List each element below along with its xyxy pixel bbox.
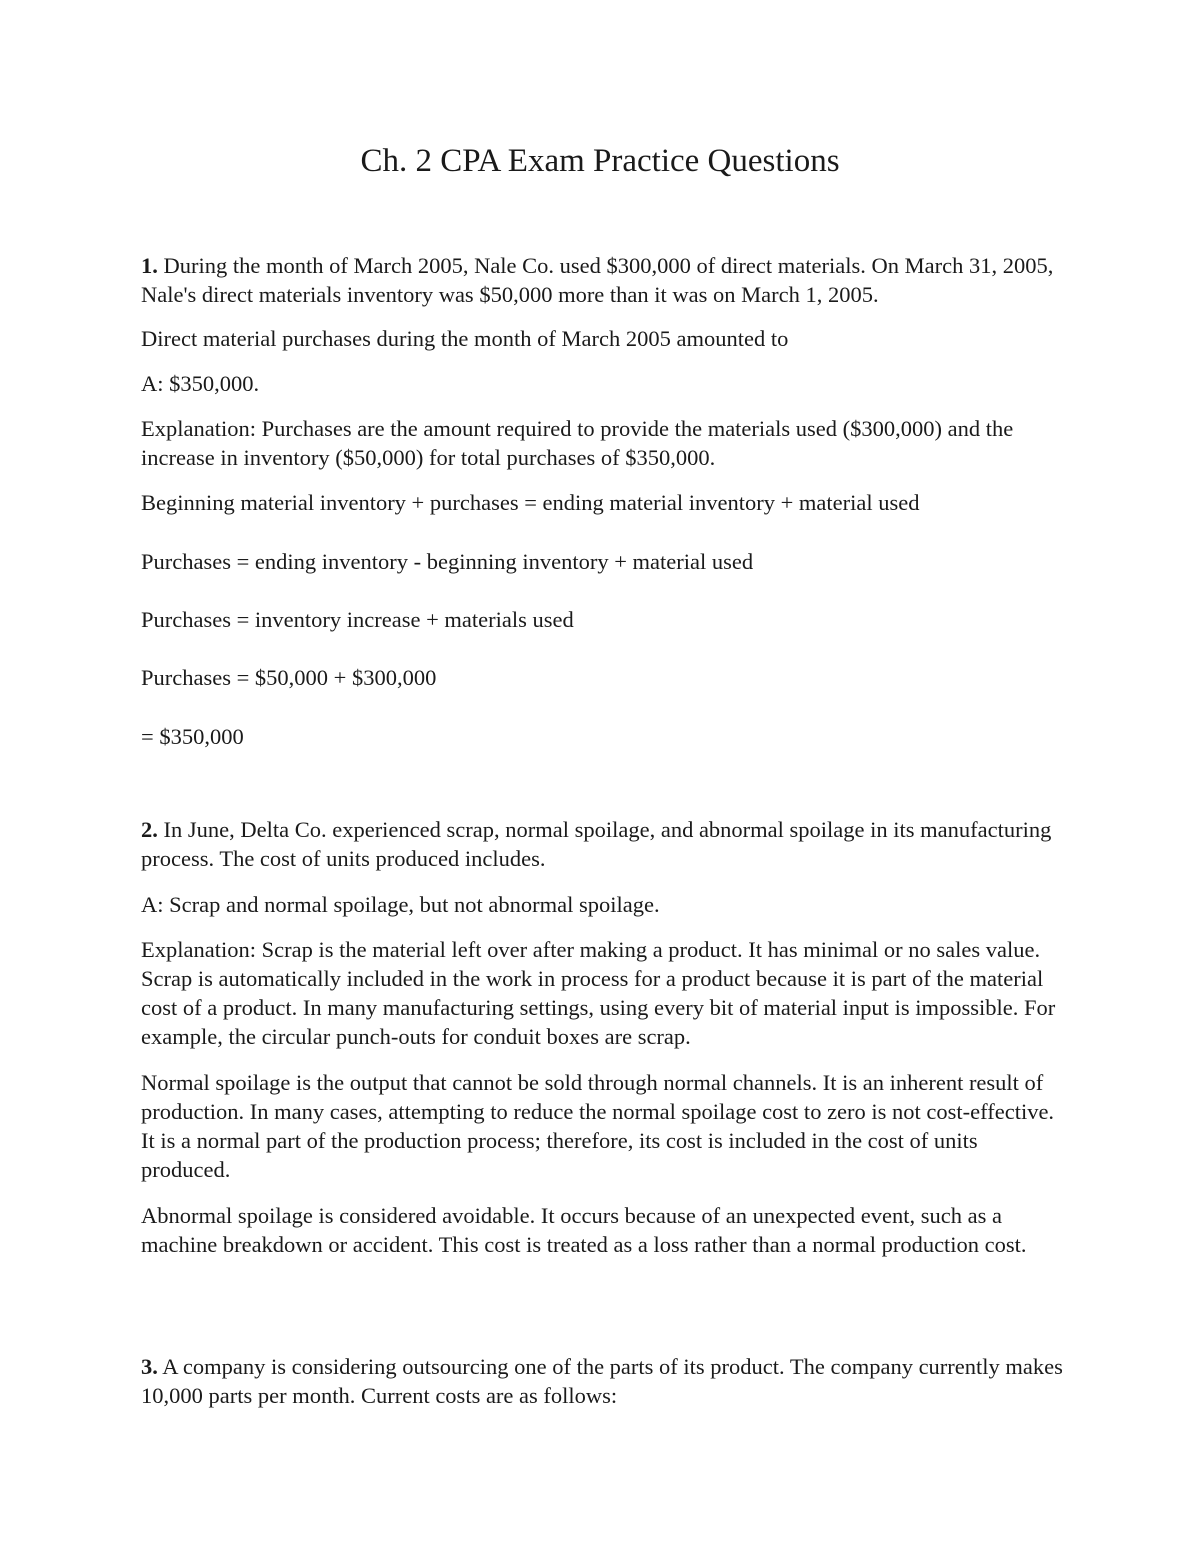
question-3-number: 3. — [141, 1354, 158, 1379]
question-2-text: In June, Delta Co. experienced scrap, normal spoilage, and abnormal spoilage in its manufacturing process. The cost of units produced includes. — [141, 817, 1052, 871]
question-1-formula-1: Beginning material inventory + purchases = ending material inventory + material used — [141, 490, 920, 515]
question-1-formula-4: Purchases = $50,000 + $300,000 — [141, 665, 437, 690]
question-2 — [141, 815, 1071, 873]
question-2-normal-spoilage: Normal spoilage is the output that cannot be sold through normal channels. It is an inherent result of production. In many cases, attempting to reduce the normal spoilage cost to zero is not cost-effective. It is a normal part of the production process; therefore, its cost is included in the cost of units produced. — [141, 1070, 1055, 1182]
question-1-number: 1. — [141, 253, 158, 278]
question-2-abnormal-spoilage: Abnormal spoilage is considered avoidable. It occurs because of an unexpected event, such as a machine breakdown or accident. This cost is treated as a loss rather than a normal production cost. — [141, 1203, 1027, 1257]
question-3 — [141, 1352, 1071, 1410]
question-1-formula-5: = $350,000 — [141, 724, 244, 749]
question-3-text: A company is considering outsourcing one of the parts of its product. The company currently makes 10,000 parts per month. Current costs are as follows: — [141, 1354, 1063, 1408]
page-title: Ch. 2 CPA Exam Practice Questions — [360, 143, 840, 179]
question-2-explanation: Explanation: Scrap is the material left over after making a product. It has minimal or no sales value. Scrap is automatically included in the work in process for a product because it is part of the material cost of a product. In many manufacturing settings, using every bit of material input is impossible. For example, the circular punch-outs for conduit boxes are scrap. — [141, 937, 1056, 1049]
question-2-number: 2. — [141, 817, 158, 842]
question-2-answer: A: Scrap and normal spoilage, but not abnormal spoilage. — [141, 892, 660, 917]
question-1-answer: A: $350,000. — [141, 371, 260, 396]
question-1 — [141, 251, 1071, 309]
question-1-explanation: Explanation: Purchases are the amount required to provide the materials used ($300,000) and the increase in inventory ($50,000) for total purchases of $350,000. — [141, 416, 1014, 470]
question-1-formula-3: Purchases = inventory increase + materials used — [141, 607, 574, 632]
question-1-formula-2: Purchases = ending inventory - beginning inventory + material used — [141, 549, 754, 574]
question-1-text: During the month of March 2005, Nale Co. used $300,000 of direct materials. On March 31, 2005, Nale's direct materials inventory was $50,000 more than it was on March 1, 2005. — [141, 253, 1054, 307]
question-1-prompt: Direct material purchases during the month of March 2005 amounted to — [141, 326, 789, 351]
